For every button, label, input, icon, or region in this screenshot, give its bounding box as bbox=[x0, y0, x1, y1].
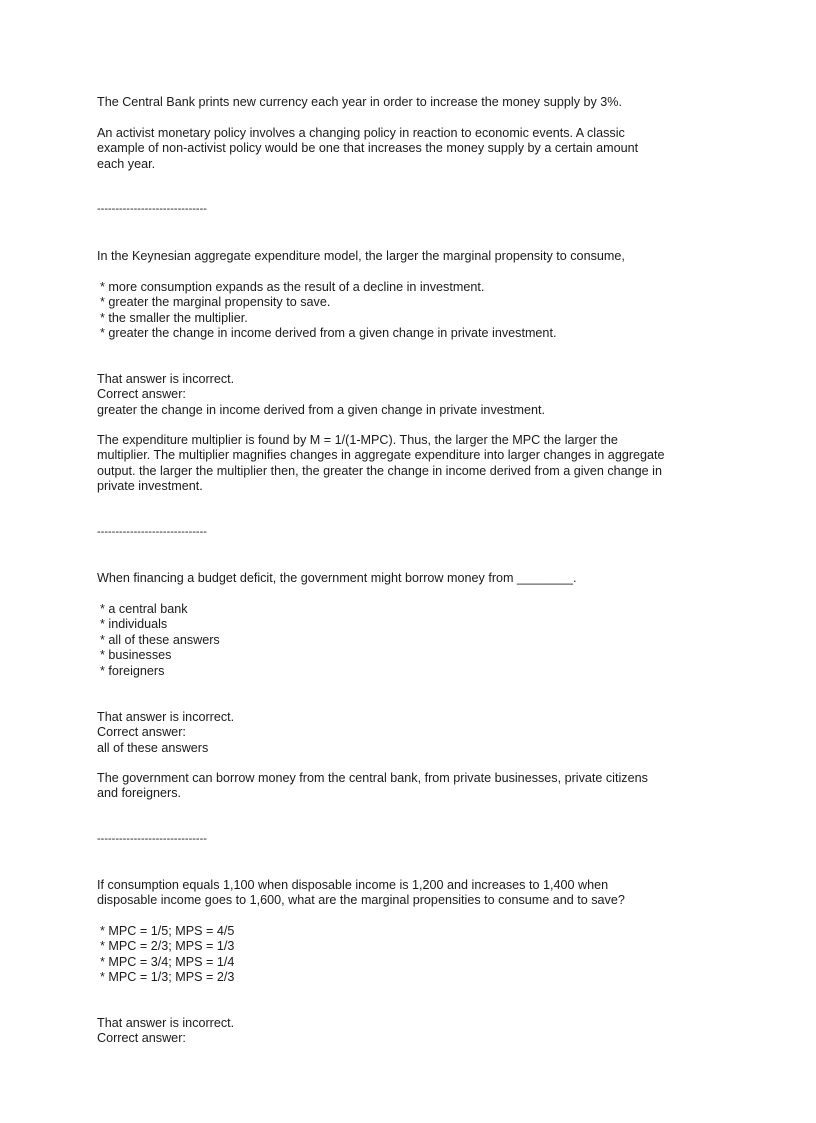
separator: ------------------------------ bbox=[97, 833, 207, 845]
q3-option: * MPC = 2/3; MPS = 1/3 bbox=[97, 939, 234, 954]
q3-options bbox=[97, 924, 234, 986]
separator: ------------------------------ bbox=[97, 526, 207, 538]
intro-explanation: An activist monetary policy involves a changing policy in reaction to economic events. A classic example of non-activist policy would be one that increases the money supply by a certain amount each year. bbox=[97, 126, 639, 171]
q1-option: * greater the change in income derived from a given change in private investment. bbox=[97, 326, 556, 341]
q2-option: * a central bank bbox=[97, 602, 220, 617]
q2-correct-label: Correct answer: bbox=[97, 725, 186, 740]
q2-option: * individuals bbox=[97, 617, 220, 632]
q1-explanation: The expenditure multiplier is found by M = 1/(1-MPC). Thus, the larger the MPC the larger the multiplier. The multiplier magnifies changes in aggregate expenditure into larger changes in aggregate output. the larger the multiplier then, the greater the change in income derived from a given change in private investment. bbox=[97, 433, 665, 494]
q3-verdict: That answer is incorrect. bbox=[97, 1016, 235, 1030]
q1-result bbox=[97, 372, 545, 418]
q2-result bbox=[97, 710, 234, 756]
q3-option: * MPC = 3/4; MPS = 1/4 bbox=[97, 955, 234, 970]
q1-correct-label: Correct answer: bbox=[97, 387, 186, 402]
q1-option: * greater the marginal propensity to save. bbox=[97, 295, 556, 310]
q2-explanation: The government can borrow money from the central bank, from private businesses, private citizens and foreigners. bbox=[97, 771, 648, 801]
q1-verdict: That answer is incorrect. bbox=[97, 372, 235, 386]
q2-question: When financing a budget deficit, the government might borrow money from ________. bbox=[97, 571, 577, 585]
q1-correct-answer: greater the change in income derived from a given change in private investment. bbox=[97, 402, 546, 417]
q3-correct-label: Correct answer: bbox=[97, 1031, 186, 1046]
q1-option: * the smaller the multiplier. bbox=[97, 311, 556, 326]
q2-correct-answer: all of these answers bbox=[97, 740, 209, 755]
q1-question: In the Keynesian aggregate expenditure model, the larger the marginal propensity to consume, bbox=[97, 249, 625, 263]
q2-options bbox=[97, 602, 220, 679]
q1-options bbox=[97, 280, 556, 342]
q3-option: * MPC = 1/5; MPS = 4/5 bbox=[97, 924, 234, 939]
q2-option: * all of these answers bbox=[97, 633, 220, 648]
q2-option: * businesses bbox=[97, 648, 220, 663]
separator: ------------------------------ bbox=[97, 203, 207, 215]
q3-question: If consumption equals 1,100 when disposable income is 1,200 and increases to 1,400 when disposable income goes to 1,600, what are the marginal propensities to consume and to save? bbox=[97, 878, 625, 908]
q1-option: * more consumption expands as the result of a decline in investment. bbox=[97, 280, 556, 295]
q3-option: * MPC = 1/3; MPS = 2/3 bbox=[97, 970, 234, 985]
q3-result bbox=[97, 1016, 234, 1047]
q2-verdict: That answer is incorrect. bbox=[97, 710, 235, 724]
intro-statement: The Central Bank prints new currency each year in order to increase the money supply by 3%. bbox=[97, 95, 623, 109]
q2-option: * foreigners bbox=[97, 664, 220, 679]
